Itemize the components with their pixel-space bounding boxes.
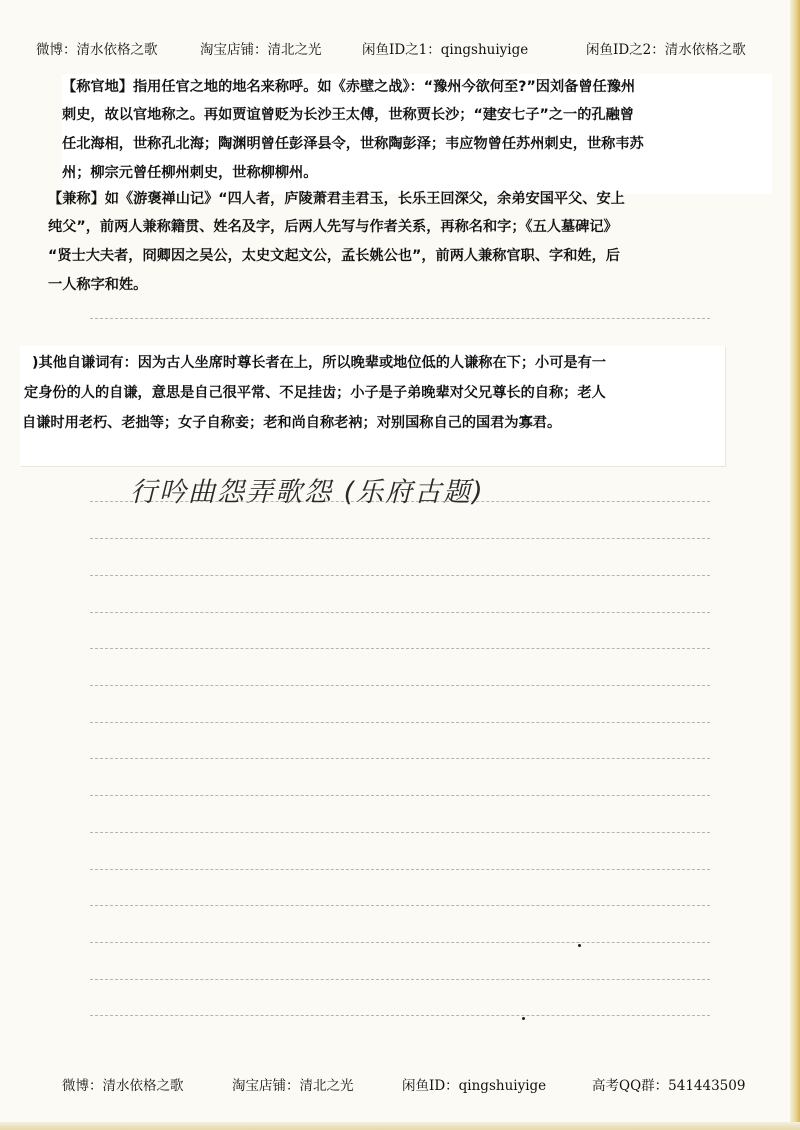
text-line: “贤士大夫者，冏卿因之吴公，太史文起文公，孟长姚公也”，前两人兼称官职、字和姓，后 bbox=[48, 248, 620, 264]
text-line: 指用任官之地的地名来称呼。如《赤壁之战》：“豫州今欲何至?”因刘备曾任豫州 bbox=[132, 79, 636, 95]
text-line: 定身份的人的自谦，意思是自己很平常、不足挂齿；小子是子弟晚辈对父兄尊长的自称；老人 bbox=[24, 385, 606, 401]
header-xianyu-2: 闲鱼ID之2：清水依格之歌 bbox=[586, 42, 746, 58]
page-edge bbox=[790, 0, 800, 1130]
ruled-line bbox=[90, 905, 710, 906]
text-line: 一人称字和姓。 bbox=[48, 277, 148, 293]
ruled-line bbox=[90, 869, 710, 870]
ruled-line bbox=[90, 979, 710, 980]
ruled-line bbox=[90, 722, 710, 723]
clipping-combined-title bbox=[48, 188, 748, 306]
clipping-humble-words bbox=[20, 346, 725, 466]
page-header bbox=[0, 38, 790, 60]
text-line: 自谦时用老朽、老拙等；女子自称妾；老和尚自称老衲；对别国称自己的国君为寡君。 bbox=[22, 415, 562, 431]
page-edge bbox=[0, 1122, 800, 1130]
ruled-line bbox=[90, 685, 710, 686]
footer-qq: 高考QQ群：541443509 bbox=[592, 1078, 746, 1094]
ruled-line bbox=[90, 575, 710, 576]
header-taobao: 淘宝店铺：清北之光 bbox=[200, 42, 322, 58]
ruled-line bbox=[90, 318, 710, 319]
text-line: )其他自谦词有：因为古人坐席时尊长者在上，所以晚辈或地位低的人谦称在下；小可是有一 bbox=[32, 355, 606, 371]
header-xianyu-1: 闲鱼ID之1：qingshuiyige bbox=[362, 42, 529, 58]
ruled-line bbox=[90, 832, 710, 833]
footer-xianyu: 闲鱼ID：qingshuiyige bbox=[402, 1078, 547, 1094]
text-line: 如《游褒禅山记》“四人者，庐陵萧君圭君玉，长乐王回深父，余弟安国平父、安上 bbox=[104, 191, 625, 207]
text-line: 刺史，故以官地称之。再如贾谊曾贬为长沙王太傅，世称贾长沙；“建安七子”之一的孔融曾 bbox=[62, 107, 634, 123]
ruled-line bbox=[90, 942, 710, 943]
handwritten-title: 行吟曲怨弄歌怨 (乐府古题) bbox=[130, 477, 485, 508]
ink-dot bbox=[578, 944, 581, 947]
ink-dot bbox=[522, 1017, 525, 1020]
ruled-line bbox=[90, 538, 710, 539]
term-combined-title: 【兼称】 bbox=[48, 191, 105, 207]
ruled-line bbox=[90, 612, 710, 613]
term-official-title: 【称官地】 bbox=[62, 79, 133, 95]
text-line: 纯父”，前两人兼称籍贯、姓名及字，后两人先写与作者关系，再称名和字；《五人墓碑记》 bbox=[48, 219, 618, 235]
page-footer bbox=[0, 1074, 790, 1096]
ruled-line bbox=[90, 648, 710, 649]
ruled-line bbox=[90, 795, 710, 796]
footer-weibo: 微博：清水依格之歌 bbox=[62, 1078, 184, 1094]
header-weibo: 微博：清水依格之歌 bbox=[36, 42, 158, 58]
text-line: 任北海相，世称孔北海；陶渊明曾任彭泽县令，世称陶彭泽；韦应物曾任苏州刺史，世称韦苏 bbox=[62, 136, 644, 152]
footer-taobao: 淘宝店铺：清北之光 bbox=[232, 1078, 354, 1094]
text-line: 州；柳宗元曾任柳州刺史，世称柳柳州。 bbox=[62, 165, 318, 181]
clipping-official-title bbox=[62, 74, 772, 194]
ruled-line bbox=[90, 1015, 710, 1016]
ruled-line bbox=[90, 758, 710, 759]
